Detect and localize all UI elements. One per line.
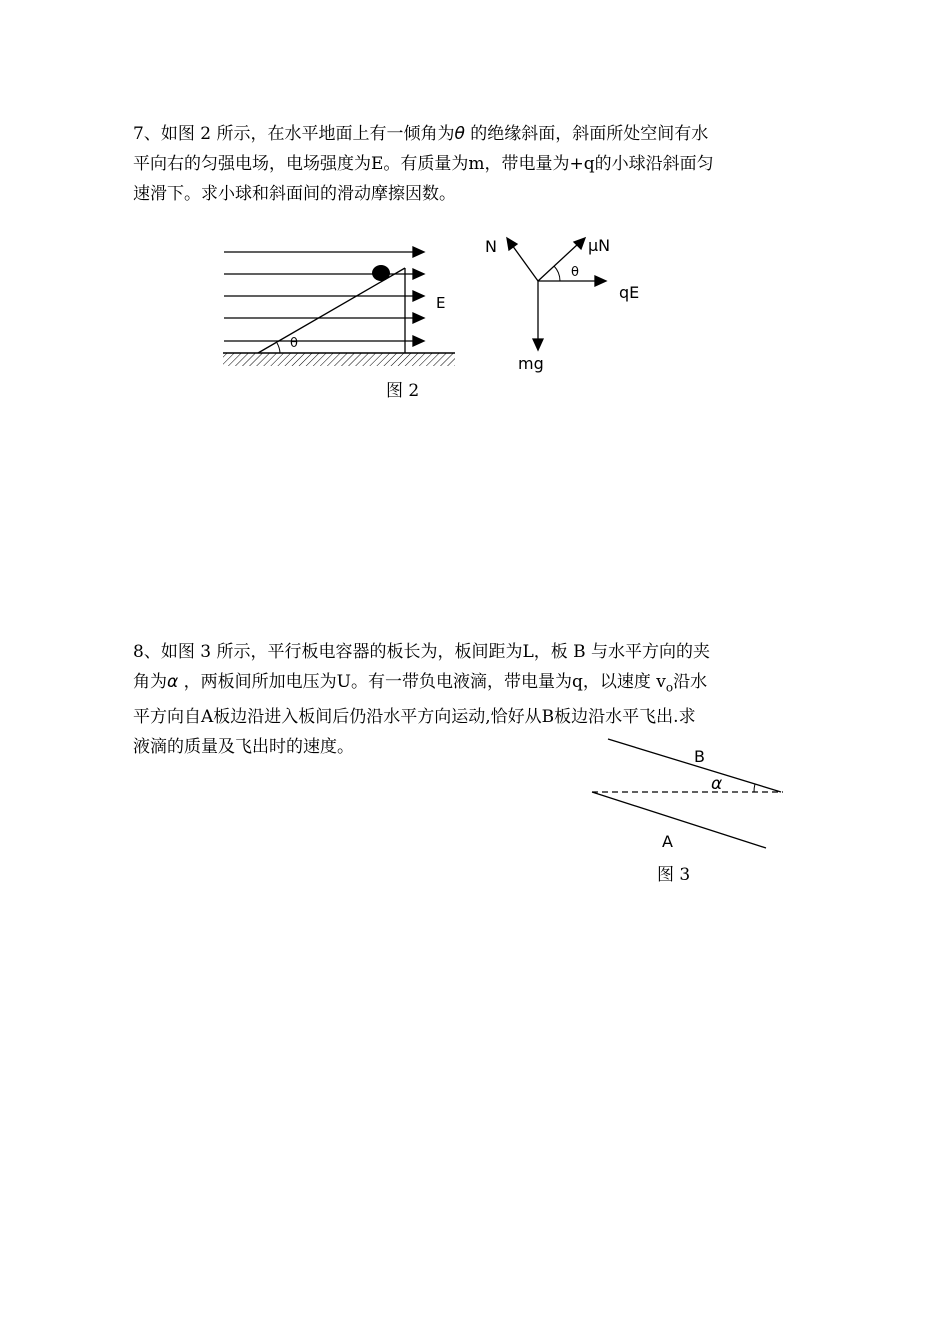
plate-angle-arc [754, 784, 755, 792]
theta-symbol: θ [454, 124, 465, 144]
plate-alpha-label: α [711, 774, 723, 794]
alpha-symbol: α [167, 672, 179, 692]
plate-A [592, 792, 766, 848]
normal-force-label: N [485, 237, 497, 256]
q7-line-2: 平向右的匀强电场，电场强度为E。有质量为m，带电量为+q的小球沿斜面匀 [133, 154, 714, 174]
gravity-label: mg [518, 354, 544, 373]
q8-line-4: 液滴的质量及飞出时的速度。 [133, 737, 354, 758]
force-theta-label: θ [571, 265, 579, 280]
incline-theta-label: θ [290, 336, 298, 351]
figure-2-caption: 图 2 [386, 381, 420, 401]
friction-force-label: μN [588, 236, 611, 255]
q8-line-2: 角为α ，两板间所加电压为U。有一带负电液滴，带电量为q，以速度 $v_o$沿水 [133, 672, 708, 695]
field-label-E: E [436, 294, 446, 312]
plate-A-label: A [662, 832, 673, 851]
q8-line-1: 8、如图 3 所示，平行板电容器的板长为，板间距为L，板 B 与水平方向的夹 [133, 642, 711, 662]
q7-line-1: 7、如图 2 所示，在水平地面上有一倾角为θ 的绝缘斜面，斜面所处空间有水 [133, 124, 709, 144]
plate-B-label: B [694, 747, 705, 766]
figure-3-caption: 图 3 [657, 865, 691, 885]
electric-force-label: qE [619, 283, 640, 302]
velocity-subscript: o [665, 680, 674, 695]
q8-line-3: 平方向自A板边沿进入板间后仍沿水平方向运动,恰好从B板边沿水平飞出.求 [133, 707, 696, 728]
q7-line-3: 速滑下。求小球和斜面间的滑动摩擦因数。 [133, 184, 456, 204]
